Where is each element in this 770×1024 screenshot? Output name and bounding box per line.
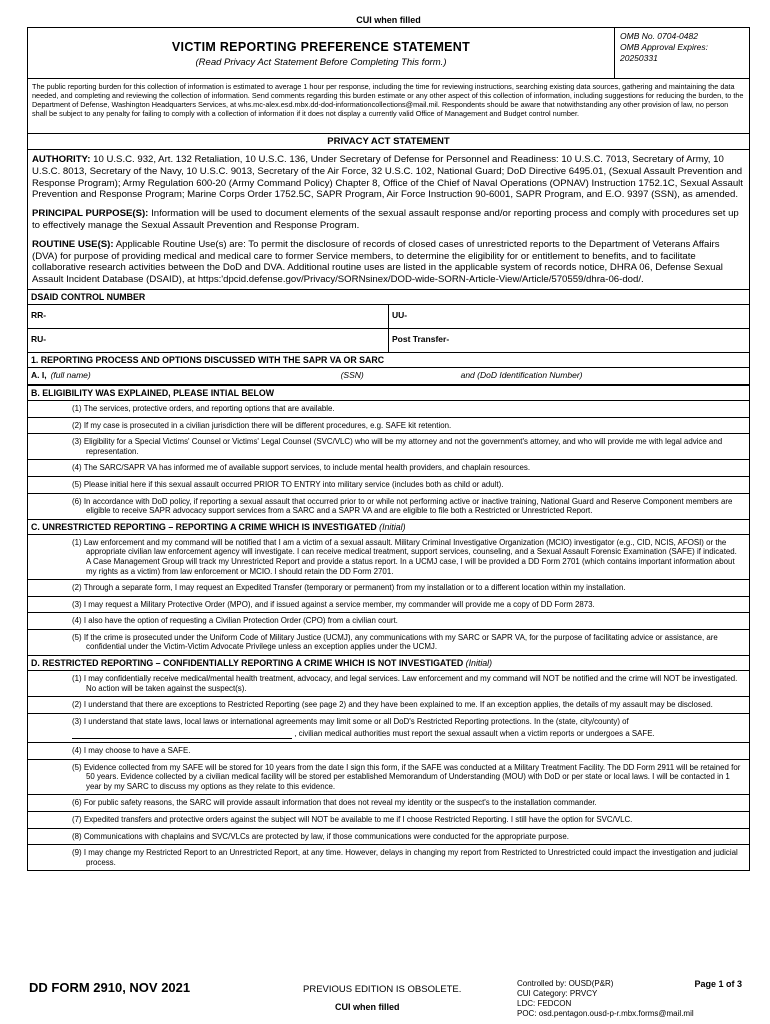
routine-label: ROUTINE USE(S): <box>32 238 114 250</box>
section-c-title: C. UNRESTRICTED REPORTING – REPORTING A CRIME WHICH IS INVESTIGATED (Initial) <box>28 520 749 535</box>
list-item[interactable]: (1) The services, protective orders, and reporting options that are available. <box>28 401 749 418</box>
purpose-label: PRINCIPAL PURPOSE(S): <box>32 208 149 220</box>
cui-banner-bottom: CUI when filled <box>335 1002 400 1012</box>
list-item[interactable]: (9) I may change my Restricted Report to an Unrestricted Report, at any time. However, delays in changing my report from Restricted to Unrestricted could impact the investigation and judicial process. <box>72 848 738 867</box>
burden-statement: The public reporting burden for this collection of information is estimated to average 1 hour per response, including the time for reviewing instructions, searching existing data sources, gathering and maintaining the data needed, and completing and reviewing the collection of information. Send comments regarding this burden estimate or any other aspect of this collection of information, including suggestions for reducing the burden, to the Department of Defense, Washington Headquarters Services, at whs.mc-alex.esd.mbx.dd-dod-informationcollections@mail.mil. Respondents should be aware that notwithstanding any other provision of law, no person shall be subject to any penalty for failing to comply with a collection of information if it does not display a currently valid Office of Management and Budget control number. <box>27 79 750 134</box>
previous-edition-note: PREVIOUS EDITION IS OBSOLETE. <box>303 984 462 995</box>
list-item[interactable]: (2) Through a separate form, I may request an Expedited Transfer (temporary or permanent) from my installation or to a different location within my installation. <box>28 580 749 597</box>
list-item[interactable]: (4) I also have the option of requesting a Civilian Protection Order (CPO) from a civilian court. <box>28 613 749 630</box>
state-city-field[interactable] <box>72 730 292 739</box>
identity-row <box>28 368 749 385</box>
list-item[interactable]: (3) I may request a Military Protective Order (MPO), and if issued against a service member, my commander will provide me a copy of DD Form 2873. <box>28 597 749 614</box>
list-item[interactable]: (1) I may confidentially receive medical/mental health treatment, advocacy, and legal services. Law enforcement and my command will NOT be notified and the crime will NOT be investigated. No action will be taken against the suspect(s). <box>28 671 749 697</box>
rr-field[interactable]: RR- <box>31 309 47 320</box>
full-name-field[interactable]: (full name) <box>50 369 91 380</box>
a-label: A. I, <box>31 369 47 380</box>
section-d <box>27 656 750 871</box>
list-item[interactable]: (2) I understand that there are exceptions to Restricted Reporting (see page 2) and they have been explained to me. If an exception applies, the details of my assault may be disclosed. <box>28 697 749 714</box>
section-1-title: 1. REPORTING PROCESS AND OPTIONS DISCUSSED WITH THE SAPR VA OR SARC <box>28 353 749 368</box>
form-footer <box>27 977 750 1024</box>
form-header <box>27 27 750 79</box>
list-item[interactable]: (6) In accordance with DoD policy, if reporting a sexual assault that occurred prior to or while not performing active or inactive training, National Guard and Reserve Component members are eligible to receive SAPR advocacy support services from a SARC and a SAPR VA and are eligible to file both a Restricted or Unrestricted Report. <box>72 496 733 516</box>
dsaid-row <box>28 305 749 329</box>
section-b-title: B. ELIGIBILITY WAS EXPLAINED, PLEASE INTIAL BELOW <box>28 386 749 401</box>
page-number: Page 1 of 3 <box>694 979 742 989</box>
form-subtitle: (Read Privacy Act Statement Before Completing This form.) <box>195 57 447 68</box>
list-item[interactable]: (6) For public safety reasons, the SARC will provide assault information that does not reveal my identity or the suspect's to the installation commander. <box>28 795 749 812</box>
cui-banner-top: CUI when filled <box>356 15 421 25</box>
controlled-by: Controlled by: OUSD(P&R) <box>517 979 614 988</box>
ru-field[interactable]: RU- <box>31 333 47 344</box>
section-d-title: D. RESTRICTED REPORTING – CONFIDENTIALLY REPORTING A CRIME WHICH IS NOT INVESTIGATED (Initial) <box>28 656 749 671</box>
form-page <box>27 0 750 1018</box>
privacy-title: PRIVACY ACT STATEMENT <box>28 134 749 150</box>
purpose-paragraph <box>28 201 749 232</box>
omb-block <box>615 28 749 78</box>
list-item[interactable]: (1) Law enforcement and my command will be notified that I am a victim of a sexual assault. Military Criminal Investigative Organization (MCIO) investigator (e.g., CID, NCIS, AFOSI) or the appropriate civilian law enforcement agency will investigate. I can receive medical treatment, support services, counseling, and a Sexual Assault Forensic Examination (SAFE) if indicated. A Case Management Group will track my Unrestricted Report and provide a status report. In a UCMJ case, I will be provided a DD Form 2701 (which contains important information about my rights as a victim) from law enforcement or MCIO. I should retain the DD Form 2701. <box>28 535 749 580</box>
authority-paragraph <box>28 150 749 201</box>
section-1 <box>27 353 750 386</box>
dsaid-title: DSAID CONTROL NUMBER <box>28 290 749 305</box>
list-item[interactable]: (7) Expedited transfers and protective orders against the subject will NOT be available to me if I choose Restricted Reporting. I still have the option for SVC/VLC. <box>28 812 749 829</box>
header-title-block <box>28 28 615 78</box>
list-item[interactable]: (8) Communications with chaplains and SVC/VLCs are protected by law, if those communications were conducted for the appropriate purpose. <box>28 829 749 846</box>
list-item[interactable]: (5) Please initial here if this sexual assault occurred PRIOR TO ENTRY into military service (includes both as child or adult). <box>28 477 749 494</box>
authority-label: AUTHORITY: <box>32 154 91 165</box>
ssn-field[interactable]: (SSN) <box>340 369 364 380</box>
list-item[interactable]: (5) If the crime is prosecuted under the Uniform Code of Military Justice (UCMJ), any communications with my SARC or SAPR VA, for the purpose of facilitating advice or assistance, are confidential under the Victim-Victim Advocate Privilege unless an exception applies under the UCMJ. <box>72 632 718 652</box>
cui-category: CUI Category: PRVCY <box>517 989 598 998</box>
dsaid-row <box>28 329 749 352</box>
poc: POC: osd.pentagon.ousd-p-r.mbx.forms@mail.mil <box>517 1009 694 1018</box>
section-c <box>27 520 750 656</box>
routine-text: Applicable Routine Use(s) are: To permit the disclosure of records of closed cases of unrestricted reports to the Department of Veterans Affairs (DVA) for purpose of providing medical and medical care to former Service members, to determine the eligibility for or entitlement to benefits, and to facilitate collaborative research activities between the DoD and DVA. Additional routine uses are listed in the applicable system of records notice, DHRA 06, Defense Sexual Assault Incident Database (DSAID), at https:'dpcid.defense.gov/Privacy/SORNsinex/DOD-wide-SORN-Article-View/Article/570559/dhra-06-dod/. <box>32 238 723 286</box>
initial-label: (Initial) <box>465 658 493 669</box>
list-item[interactable]: (5) Evidence collected from my SAFE will be stored for 10 years from the date I sign this form, if the SAFE was conducted at a Military Treatment Facility. The DD Form 2911 will be retained for 50 years. Evidence collected by a civilian medical facility will be stored per established Memorandum of Understanding (MOU) with DoD or per state or local laws. I will be contacted in 1 year by my SARC to discuss my options as they relate to this evidence. <box>28 760 749 796</box>
omb-expires-label: OMB Approval Expires: <box>620 42 709 52</box>
list-item[interactable]: (4) The SARC/SAPR VA has informed me of available support services, to include mental health providers, and chaplain resources. <box>28 460 749 477</box>
form-title: VICTIM REPORTING PREFERENCE STATEMENT <box>171 40 471 54</box>
routine-paragraph <box>28 232 749 289</box>
omb-expires-date: 20250331 <box>620 53 658 63</box>
list-item[interactable]: (3) I understand that state laws, local laws or international agreements may limit some or all DoD's Restricted Reporting protections. In the (state, city/county) of , civilian medical authorities must report the sexual assault when a victim reports or undergoes a SAFE. <box>28 714 749 743</box>
privacy-act-section <box>27 134 750 290</box>
ldc: LDC: FEDCON <box>517 999 572 1008</box>
purpose-text: Information will be used to document elements of the sexual assault response and/or reporting process and comply with procedures set up to effectively manage the Sexual Assault Prevention and Response Program. <box>32 208 739 231</box>
uu-field[interactable]: UU- <box>388 305 749 328</box>
section-b <box>27 386 750 520</box>
authority-text: 10 U.S.C. 932, Art. 132 Retaliation, 10 U.S.C. 136, Under Secretary of Defense for Personnel and Readiness: 10 U.S.C. 7013, Secretary of Army, 10 U.S.C. 8013, Secretary of the Navy, 10 U.S.C. 9013, Secretary of the Air Force, 32 U.S.C. 102, National Guard; DoD Directive 6495.01, (Sexual Assault Prevention and Response Program); Army Regulation 600-20 (Army Command Policy) Chapter 8, Office of the Chief of Naval Operations (OPNAV) Instruction 1752.1C, Sexual Assault Prevention and Response Program; Marine Corps Order 1752.5C, SAPR Program, Air Force Instruction 90-6001, SAPR Program, and E.O. 9397 (SSN), as amended. <box>32 154 743 201</box>
dsaid-section <box>27 290 750 353</box>
post-transfer-field[interactable]: Post Transfer- <box>388 329 749 352</box>
form-number: DD FORM 2910, NOV 2021 <box>29 980 191 995</box>
list-item[interactable]: (4) I may choose to have a SAFE. <box>28 743 749 760</box>
list-item[interactable]: (2) If my case is prosecuted in a civilian jurisdiction there will be different procedures, e.g. SAFE kit retention. <box>28 418 749 435</box>
list-item[interactable]: (3) Eligibility for a Special Victims' Counsel or Victims' Legal Counsel (SVC/VLC) who will be my attorney and not the government's attorney, and who will provide me with legal advice and representation. <box>28 434 749 460</box>
initial-label: (Initial) <box>379 521 406 532</box>
omb-number: OMB No. 0704-0482 <box>620 31 698 41</box>
dod-id-field[interactable]: and (DoD Identification Number) <box>460 369 583 380</box>
cui-control-block <box>517 979 694 1019</box>
